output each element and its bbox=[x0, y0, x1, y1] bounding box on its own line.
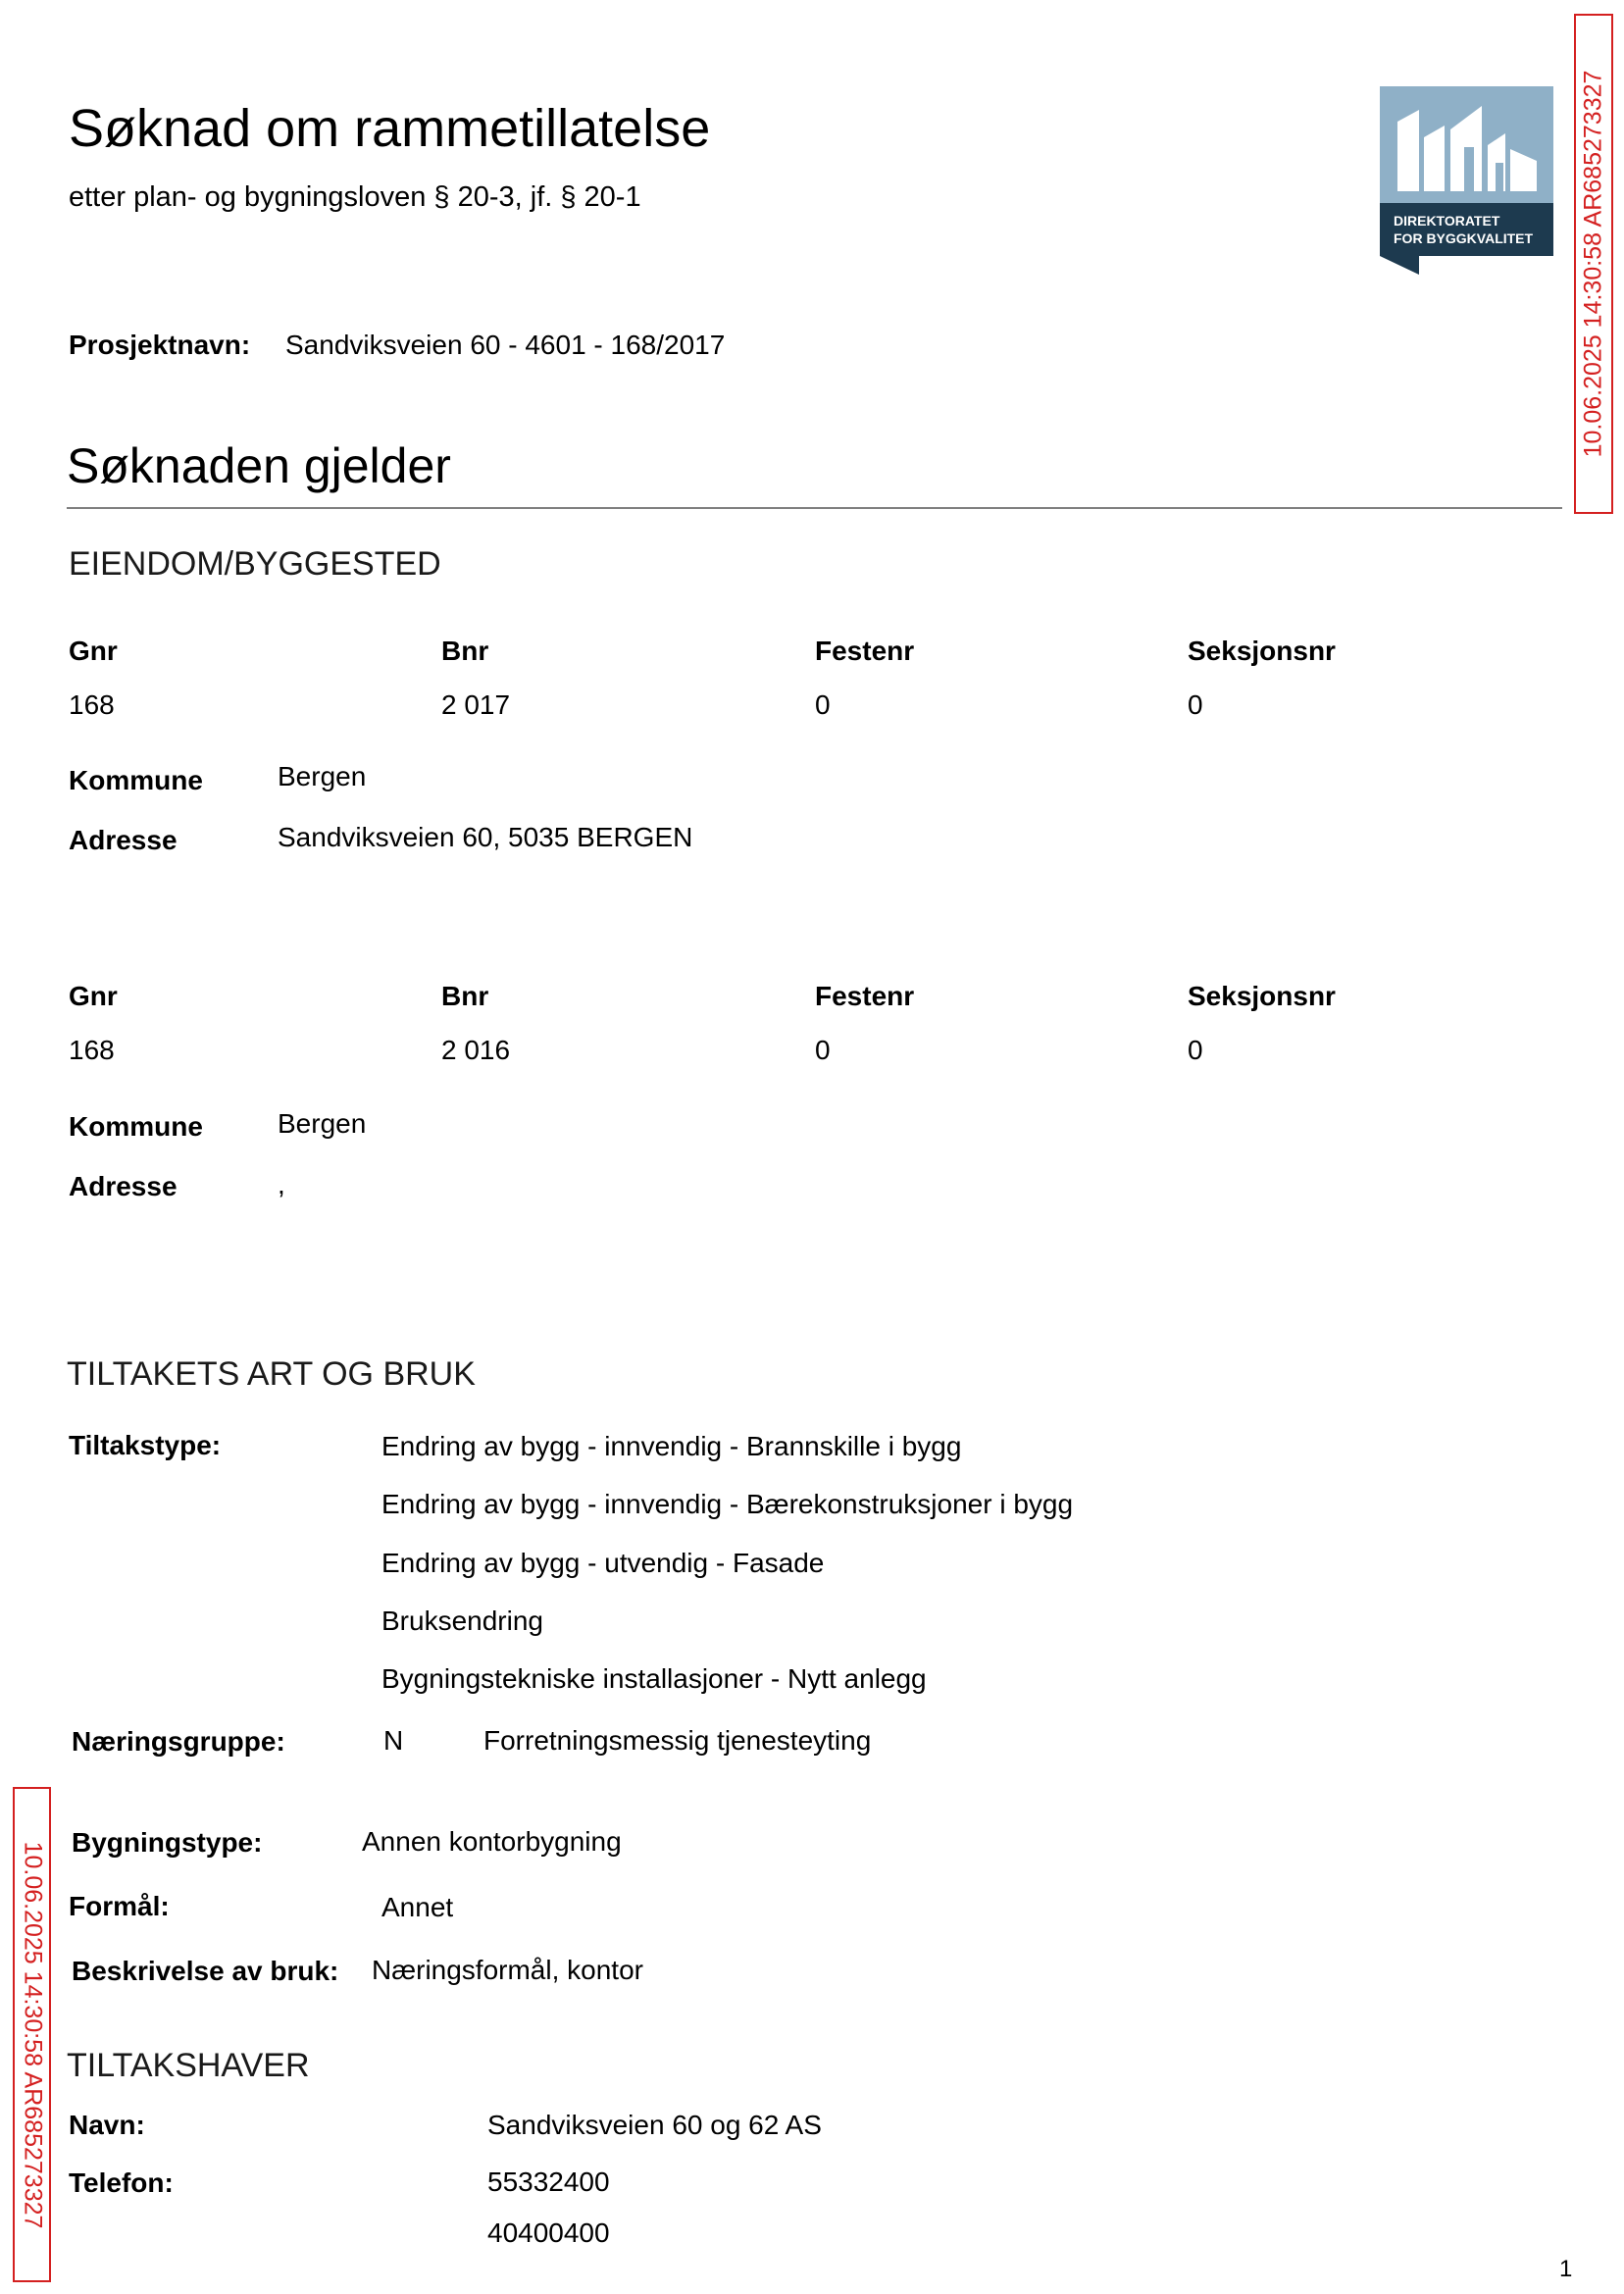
navn-value: Sandviksveien 60 og 62 AS bbox=[487, 2110, 822, 2140]
seksjonsnr-value: 0 bbox=[1188, 689, 1203, 720]
festenr-label: Festenr bbox=[815, 981, 915, 1011]
seksjonsnr-value: 0 bbox=[1188, 1035, 1203, 1065]
bnr-label: Bnr bbox=[441, 981, 489, 1011]
bygningstype-value: Annen kontorbygning bbox=[362, 1826, 622, 1857]
naeringsgruppe-value: Forretningsmessig tjenesteyting bbox=[483, 1725, 872, 1756]
gnr-value: 168 bbox=[69, 689, 115, 720]
timestamp-stamp-bottom bbox=[13, 1787, 51, 2282]
tiltakstype-label: Tiltakstype: bbox=[69, 1430, 222, 1460]
project-value: Sandviksveien 60 - 4601 - 168/2017 bbox=[285, 330, 726, 360]
seksjonsnr-label: Seksjonsnr bbox=[1188, 636, 1336, 666]
kommune-label: Kommune bbox=[69, 1111, 203, 1142]
adresse-value: , bbox=[278, 1169, 285, 1199]
bnr-value: 2 016 bbox=[441, 1035, 511, 1065]
document-title: Søknad om rammetillatelse bbox=[69, 99, 711, 158]
timestamp-stamp-top bbox=[1574, 14, 1613, 514]
kommune-value: Bergen bbox=[278, 1108, 367, 1139]
tiltakstype-item: Endring av bygg - utvendig - Fasade bbox=[381, 1548, 825, 1578]
page-number: 1 bbox=[1559, 2256, 1573, 2282]
stamp-text: 10.06.2025 14:30:58 AR685273327 bbox=[19, 1841, 46, 2228]
tiltakstype-item: Endring av bygg - innvendig - Bærekonstruksjoner i bygg bbox=[381, 1489, 1074, 1519]
seksjonsnr-label: Seksjonsnr bbox=[1188, 981, 1336, 1011]
property-heading: EIENDOM/BYGGESTED bbox=[69, 545, 441, 583]
section-divider bbox=[67, 507, 1562, 509]
tiltakstype-item: Bygningstekniske installasjoner - Nytt anlegg bbox=[381, 1663, 927, 1694]
tiltak-heading: TILTAKETS ART OG BRUK bbox=[67, 1355, 476, 1393]
festenr-label: Festenr bbox=[815, 636, 915, 666]
project-label: Prosjektnavn: bbox=[69, 330, 251, 360]
telefon-label: Telefon: bbox=[69, 2167, 174, 2198]
gnr-value: 168 bbox=[69, 1035, 115, 1065]
telefon-value: 55332400 bbox=[487, 2167, 610, 2197]
adresse-label: Adresse bbox=[69, 1171, 178, 1201]
bygningstype-label: Bygningstype: bbox=[72, 1827, 263, 1858]
adresse-value: Sandviksveien 60, 5035 BERGEN bbox=[278, 822, 693, 852]
formal-value: Annet bbox=[381, 1892, 454, 1922]
gnr-label: Gnr bbox=[69, 636, 118, 666]
formal-label: Formål: bbox=[69, 1891, 170, 1921]
kommune-label: Kommune bbox=[69, 765, 203, 795]
beskrivelse-value: Næringsformål, kontor bbox=[372, 1955, 643, 1985]
document-subtitle: etter plan- og bygningsloven § 20-3, jf. § 20-1 bbox=[69, 181, 641, 213]
festenr-value: 0 bbox=[815, 689, 831, 720]
tiltakstype-item: Bruksendring bbox=[381, 1606, 543, 1636]
bnr-label: Bnr bbox=[441, 636, 489, 666]
bnr-value: 2 017 bbox=[441, 689, 511, 720]
gnr-label: Gnr bbox=[69, 981, 118, 1011]
naeringsgruppe-label: Næringsgruppe: bbox=[72, 1726, 285, 1757]
telefon-value: 40400400 bbox=[487, 2218, 610, 2248]
logo-text-line2: FOR BYGGKVALITET bbox=[1394, 230, 1534, 246]
adresse-label: Adresse bbox=[69, 825, 178, 855]
section-title: Søknaden gjelder bbox=[67, 438, 451, 493]
beskrivelse-label: Beskrivelse av bruk: bbox=[72, 1956, 339, 1986]
dibk-logo bbox=[1380, 86, 1553, 275]
naeringsgruppe-code: N bbox=[383, 1725, 404, 1756]
tiltakshaver-heading: TILTAKSHAVER bbox=[67, 2047, 310, 2084]
kommune-value: Bergen bbox=[278, 761, 367, 791]
stamp-text: 10.06.2025 14:30:58 AR685273327 bbox=[1579, 70, 1607, 458]
tiltakstype-item: Endring av bygg - innvendig - Brannskille i bygg bbox=[381, 1431, 962, 1461]
logo-text-line1: DIREKTORATET bbox=[1394, 213, 1500, 229]
navn-label: Navn: bbox=[69, 2110, 145, 2140]
festenr-value: 0 bbox=[815, 1035, 831, 1065]
